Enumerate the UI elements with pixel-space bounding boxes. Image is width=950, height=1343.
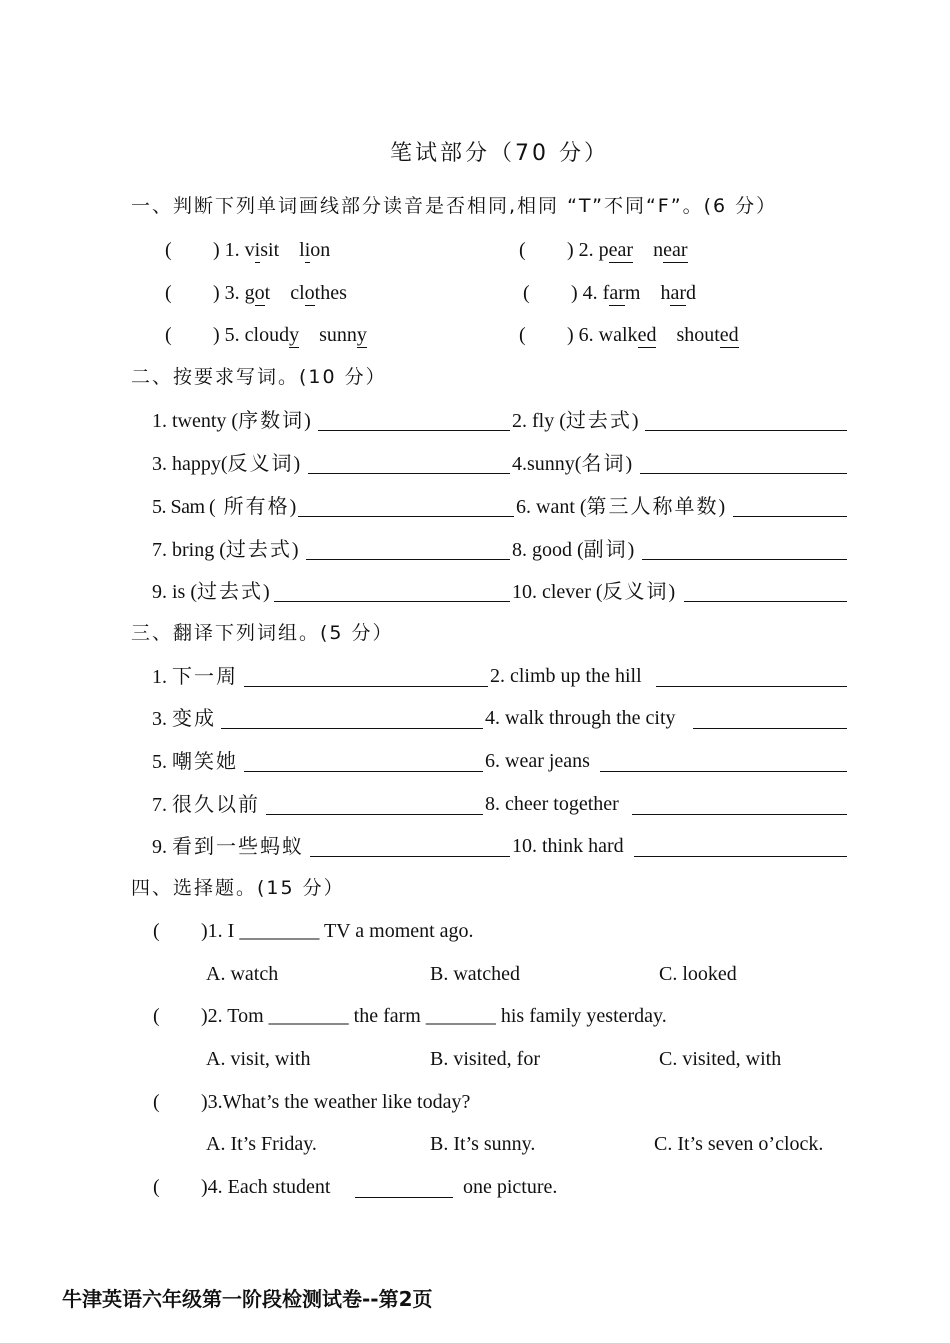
answer-blank[interactable] bbox=[645, 430, 847, 431]
phrase-item: 8. cheer together bbox=[485, 793, 619, 815]
answer-blank[interactable] bbox=[693, 728, 847, 729]
answer-blank[interactable] bbox=[600, 771, 847, 772]
phonics-item: ) 1. visit lion bbox=[213, 239, 331, 261]
word-task: 9. is (过去式) bbox=[152, 579, 270, 603]
word-2: sunny bbox=[319, 324, 367, 346]
answer-blank[interactable] bbox=[632, 814, 847, 815]
word-task: 6. want (第三人称单数) bbox=[516, 494, 726, 518]
answer-paren: ( bbox=[153, 1091, 160, 1113]
word-task: 8. good (副词) bbox=[512, 537, 635, 561]
option-c[interactable]: C. looked bbox=[659, 963, 737, 985]
question-text: )4. Each student bbox=[201, 1176, 331, 1198]
word-2: shouted bbox=[676, 324, 739, 346]
section3-heading: 三、翻译下列词组。(5 分） bbox=[131, 622, 394, 644]
phrase-item: 2. climb up the hill bbox=[490, 665, 642, 687]
phonics-item: ) 6. walked shouted bbox=[567, 324, 739, 346]
question-text: )3.What’s the weather like today? bbox=[201, 1091, 471, 1113]
phrase-item: 3. 变成 bbox=[152, 706, 216, 730]
word-2: near bbox=[653, 239, 688, 261]
option-a[interactable]: A. watch bbox=[206, 963, 279, 985]
section4-heading: 四、选择题。(15 分） bbox=[131, 877, 345, 899]
word-task: 4.sunny(名词) bbox=[512, 451, 633, 475]
word-1: got bbox=[244, 282, 271, 304]
word-2: clothes bbox=[290, 282, 347, 304]
question-text-after: one picture. bbox=[463, 1176, 558, 1198]
answer-blank[interactable] bbox=[274, 601, 510, 602]
answer-blank[interactable] bbox=[642, 559, 847, 560]
option-c[interactable]: C. visited, with bbox=[659, 1048, 782, 1070]
word-1: pear bbox=[598, 239, 634, 261]
word-task: 3. happy(反义词) bbox=[152, 451, 301, 475]
question-text: )2. Tom ________ the farm _______ his family yesterday. bbox=[201, 1005, 667, 1027]
phrase-item: 1. 下一周 bbox=[152, 664, 238, 688]
answer-paren: ( bbox=[519, 239, 526, 261]
answer-blank[interactable] bbox=[244, 686, 488, 687]
answer-paren: ( bbox=[165, 324, 172, 346]
option-b[interactable]: B. visited, for bbox=[430, 1048, 540, 1070]
answer-paren: ( bbox=[165, 239, 172, 261]
word-task: 2. fly (过去式) bbox=[512, 408, 639, 432]
answer-blank[interactable] bbox=[684, 601, 847, 602]
option-c[interactable]: C. It’s seven o’clock. bbox=[654, 1133, 824, 1155]
word-task: 7. bring (过去式) bbox=[152, 537, 299, 561]
answer-paren: ( bbox=[165, 282, 172, 304]
word-1: walked bbox=[598, 324, 657, 346]
answer-blank[interactable] bbox=[308, 473, 510, 474]
phrase-item: 5. 嘲笑她 bbox=[152, 749, 238, 773]
word-task: 1. twenty (序数词) bbox=[152, 408, 311, 432]
answer-blank[interactable] bbox=[306, 559, 510, 560]
page-title: 笔试部分（70 分） bbox=[390, 141, 609, 166]
answer-blank[interactable] bbox=[298, 516, 514, 517]
section2-heading: 二、按要求写词。(10 分） bbox=[131, 366, 387, 388]
option-b[interactable]: B. watched bbox=[430, 963, 520, 985]
answer-blank[interactable] bbox=[656, 686, 847, 687]
phrase-item: 9. 看到一些蚂蚁 bbox=[152, 834, 304, 858]
answer-blank[interactable] bbox=[318, 430, 510, 431]
answer-blank[interactable] bbox=[733, 516, 847, 517]
word-task: 5. Sam ( 所有格) bbox=[152, 494, 296, 518]
phonics-item: ) 4. farm hard bbox=[571, 282, 696, 304]
word-2: lion bbox=[299, 239, 331, 261]
option-a[interactable]: A. visit, with bbox=[206, 1048, 311, 1070]
word-1: cloudy bbox=[244, 324, 300, 346]
answer-paren: ( bbox=[153, 1176, 160, 1198]
answer-blank[interactable] bbox=[244, 771, 483, 772]
phrase-item: 6. wear jeans bbox=[485, 750, 590, 772]
option-b[interactable]: B. It’s sunny. bbox=[430, 1133, 536, 1155]
answer-blank[interactable] bbox=[355, 1197, 453, 1198]
word-2: hard bbox=[660, 282, 696, 304]
word-1: visit bbox=[244, 239, 280, 261]
option-a[interactable]: A. It’s Friday. bbox=[206, 1133, 317, 1155]
answer-blank[interactable] bbox=[266, 814, 483, 815]
page-footer: 牛津英语六年级第一阶段检测试卷--第2页 bbox=[62, 1287, 433, 1311]
phrase-item: 4. walk through the city bbox=[485, 707, 676, 729]
answer-blank[interactable] bbox=[310, 856, 510, 857]
phonics-item: ) 3. got clothes bbox=[213, 282, 347, 304]
answer-paren: ( bbox=[153, 1005, 160, 1027]
answer-blank[interactable] bbox=[221, 728, 483, 729]
question-text: )1. I ________ TV a moment ago. bbox=[201, 920, 474, 942]
answer-paren: ( bbox=[519, 324, 526, 346]
answer-paren: ( bbox=[153, 920, 160, 942]
phonics-item: ) 5. cloudy sunny bbox=[213, 324, 367, 346]
phonics-item: ) 2. pear near bbox=[567, 239, 688, 261]
answer-blank[interactable] bbox=[640, 473, 847, 474]
word-1: farm bbox=[602, 282, 641, 304]
answer-paren: ( bbox=[523, 282, 530, 304]
section1-heading: 一、判断下列单词画线部分读音是否相同,相同 “T”不同“F”。(6 分） bbox=[131, 195, 778, 217]
answer-blank[interactable] bbox=[634, 856, 847, 857]
phrase-item: 10. think hard bbox=[512, 835, 624, 857]
phrase-item: 7. 很久以前 bbox=[152, 792, 260, 816]
word-task: 10. clever (反义词) bbox=[512, 579, 676, 603]
